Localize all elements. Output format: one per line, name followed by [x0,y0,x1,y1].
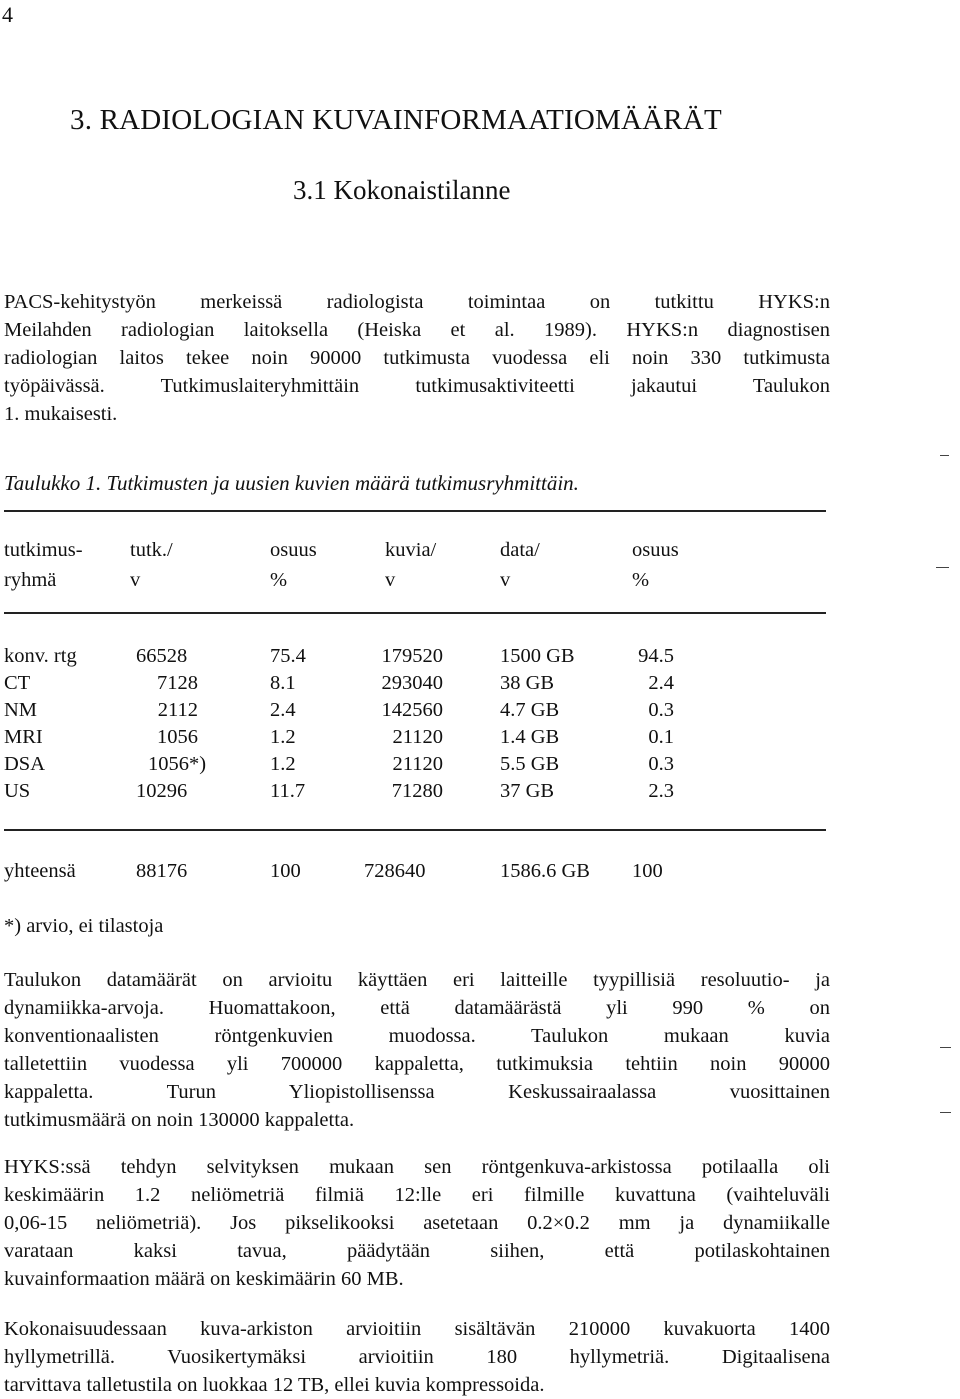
table-cell: 293040 [381,672,443,694]
paragraph-archive-survey [4,1153,830,1293]
row-label: konv. rtg [4,645,77,667]
table-cell: 1.2 [270,726,296,748]
header-cell: osuus [632,539,679,561]
text-line: 0,06-15 neliömetriä). Jos pikselikooksi asetetaan 0.2×0.2 mm ja dynamiikalle [4,1212,830,1234]
margin-mark [940,455,949,456]
header-cell: % [270,569,288,591]
row-label: yhteensä [4,860,76,882]
table-cell: 66528 [136,645,188,667]
table-cell: 0.1 [648,726,674,748]
page-number: 4 [2,2,13,27]
subsection-heading: 3.1 Kokonaistilanne [293,175,511,205]
table-cell: 5.5 GB [500,753,560,775]
header-cell: osuus [270,539,317,561]
text-line: PACS-kehitystyön merkeissä radiologista toimintaa on tutkittu HYKS:n [4,291,830,313]
table-cell: 11.7 [270,780,306,802]
text-line: HYKS:ssä tehdyn selvityksen mukaan sen röntgenkuva-arkistossa potilaalla oli [4,1156,830,1178]
table-cell: 142560 [381,699,443,721]
table-cell: 1056*) [148,753,207,775]
header-cell: % [632,569,650,591]
table-cell: 179520 [381,645,443,667]
table-cell: 71280 [391,780,443,802]
table-header-rule [4,612,826,614]
margin-mark [940,1047,951,1048]
header-cell: v [385,569,396,591]
table-cell: 2.3 [648,780,674,802]
table-cell: 0.3 [648,699,674,721]
text-line: Taulukon datamäärät on arvioitu käyttäen eri laitteille tyypillisiä resoluutio- ja [4,969,830,991]
text-line: tarvittava talletustila on luokkaa 12 TB, ellei kuvia kompressoida. [4,1374,545,1396]
text-line: dynamiikka-arvoja. Huomattakoon, että datamäärästä yli 990 % on [4,997,830,1019]
table-cell: 38 GB [500,672,555,694]
table-cell: 2112 [157,699,198,721]
text-line: keskimäärin 1.2 neliömetriä filmiä 12:lle eri filmille kuvattuna (vaihteluväli [4,1184,830,1206]
text-line: työpäivässä. Tutkimuslaiteryhmittäin tutkimusaktiviteetti jakautui Taulukon [4,375,830,397]
table-top-rule [4,510,826,512]
row-label: DSA [4,753,46,775]
table-cell: 0.3 [648,753,674,775]
header-cell: ryhmä [4,569,57,591]
row-label: MRI [4,726,43,748]
text-line: talletettiin vuodessa yli 700000 kappaletta, tutkimuksia tehtiin noin 90000 [4,1053,830,1075]
table-cell: 2.4 [270,699,296,721]
table-caption: Taulukko 1. Tutkimusten ja uusien kuvien määrä tutkimusryhmittäin. [4,471,579,495]
text-line: 1. mukaisesti. [4,403,118,425]
table-cell: 10296 [136,780,188,802]
table-cell: 1.4 GB [500,726,560,748]
table-cell: 8.1 [270,672,296,694]
text-line: kuvainformaation määrä on keskimäärin 60 MB. [4,1268,404,1290]
paragraph-archive-size [4,1315,830,1399]
table-cell: 100 [632,860,663,882]
table-cell: 37 GB [500,780,555,802]
table-cell: 94.5 [638,645,674,667]
text-line: hyllymetrillä. Vuosikertymäksi arvioitiin 180 hyllymetriä. Digitaalisena [4,1346,830,1368]
text-line: tutkimusmäärä on noin 130000 kappaletta. [4,1109,355,1131]
margin-mark [936,567,949,568]
table-cell: 4.7 GB [500,699,560,721]
row-label: NM [4,699,38,721]
table-cell: 21120 [392,753,443,775]
table-cell: 100 [270,860,301,882]
intro-paragraph [4,288,830,428]
text-line: varataan kaksi tavua, päädytään siihen, että potilaskohtainen [4,1240,830,1262]
header-cell: data/ [500,539,540,561]
row-label: CT [4,672,31,694]
table-cell: 7128 [157,672,198,694]
row-label: US [4,780,31,802]
table-cell: 1500 GB [500,645,575,667]
table-cell: 1056 [157,726,198,748]
header-cell: v [130,569,141,591]
text-line: kappaletta. Turun Yliopistollisenssa Keskussairaalassa vuosittainen [4,1081,830,1103]
table-total-rule [4,829,826,831]
table-cell: 88176 [136,860,188,882]
table-cell: 21120 [392,726,443,748]
text-line: Meilahden radiologian laitoksella (Heiska et al. 1989). HYKS:n diagnostisen [4,319,830,341]
header-cell: v [500,569,511,591]
text-line: Kokonaisuudessaan kuva-arkiston arvioitiin sisältävän 210000 kuvakuorta 1400 [4,1318,830,1340]
text-line: konventionaalisten röntgenkuvien muodossa. Taulukon mukaan kuvia [4,1025,830,1047]
table-footnote: *) arvio, ei tilastoja [4,915,164,937]
table-cell: 1.2 [270,753,296,775]
section-heading: 3. RADIOLOGIAN KUVAINFORMAATIOMÄÄRÄT [70,104,722,136]
margin-mark [940,1112,951,1113]
header-cell: tutkimus- [4,539,83,561]
table-cell: 728640 [364,860,426,882]
header-cell: tutk./ [130,539,173,561]
header-cell: kuvia/ [385,539,437,561]
paragraph-data-estimates [4,966,830,1134]
table-cell: 75.4 [270,645,306,667]
text-line: radiologian laitos tekee noin 90000 tutkimusta vuodessa eli noin 330 tutkimusta [4,347,830,369]
table-cell: 2.4 [648,672,674,694]
table-cell: 1586.6 GB [500,860,590,882]
